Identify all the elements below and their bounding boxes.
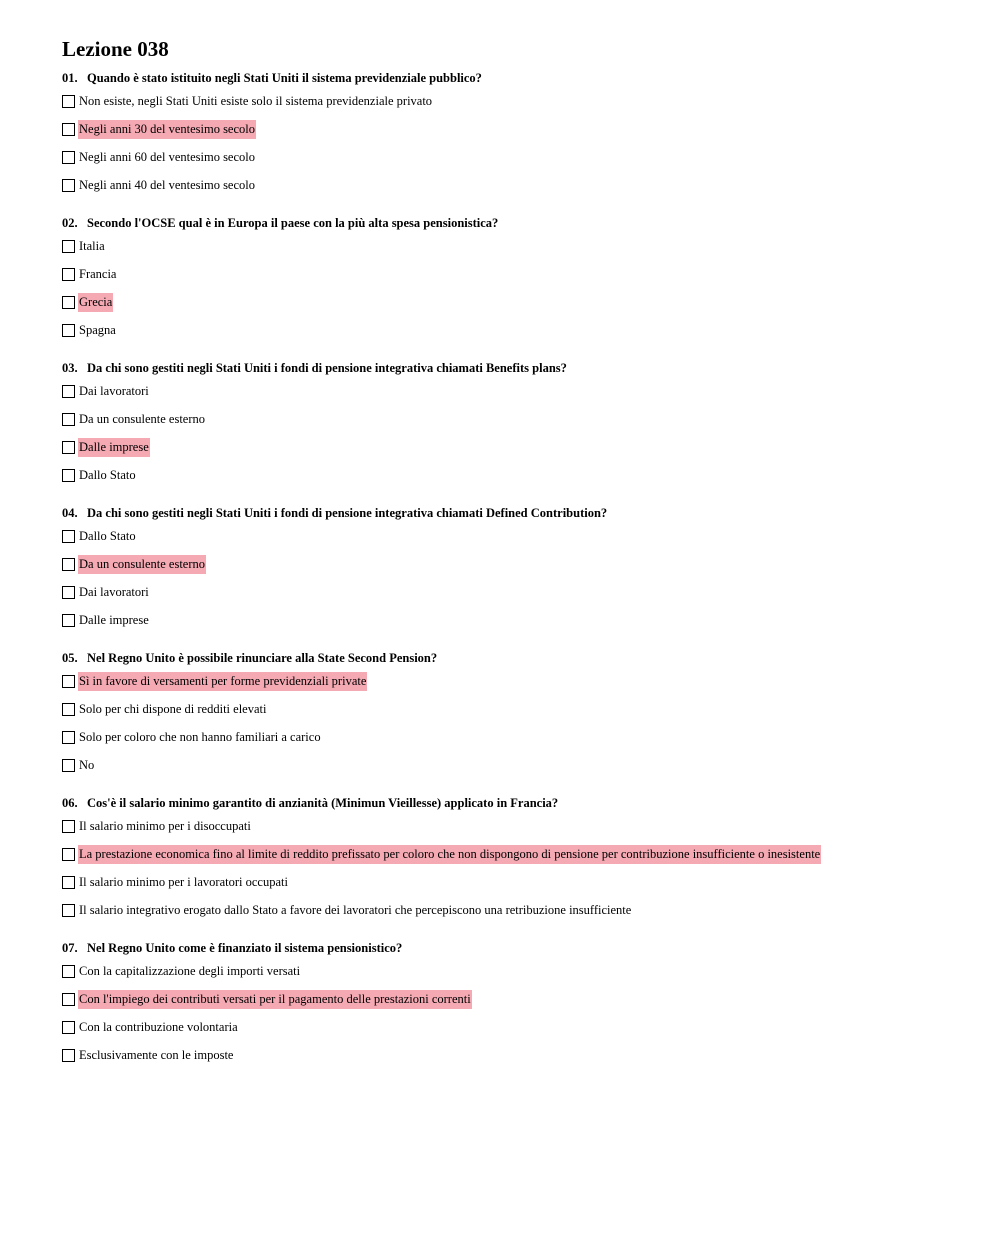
question-text bbox=[62, 650, 962, 666]
question-label: Quando è stato istituito negli Stati Uniti il sistema previdenziale pubblico? bbox=[87, 71, 482, 85]
answer-checkbox[interactable] bbox=[62, 614, 75, 627]
correct-answer-label: La prestazione economica fino al limite di reddito prefissato per coloro che non dispongono di pensione per contribuzione insufficiente o inesistente bbox=[78, 845, 821, 864]
answer-label: Con la capitalizzazione degli importi versati bbox=[79, 964, 301, 978]
answer-label: Francia bbox=[79, 267, 117, 281]
answer-label: Non esiste, negli Stati Uniti esiste solo il sistema previdenziale privato bbox=[79, 94, 433, 108]
question-block bbox=[62, 70, 962, 195]
answer-option[interactable] bbox=[62, 1018, 962, 1037]
answer-option[interactable] bbox=[62, 873, 962, 892]
answer-label: Dai lavoratori bbox=[79, 384, 149, 398]
answer-label: Italia bbox=[79, 239, 105, 253]
question-block bbox=[62, 940, 962, 1065]
answer-checkbox[interactable] bbox=[62, 848, 75, 861]
question-label: Secondo l'OCSE qual è in Europa il paese con la più alta spesa pensionistica? bbox=[87, 216, 499, 230]
answer-checkbox[interactable] bbox=[62, 268, 75, 281]
answer-checkbox[interactable] bbox=[62, 385, 75, 398]
answer-checkbox[interactable] bbox=[62, 759, 75, 772]
answer-option[interactable] bbox=[62, 466, 962, 485]
correct-answer-label: Negli anni 30 del ventesimo secolo bbox=[78, 120, 256, 139]
answer-option[interactable] bbox=[62, 817, 962, 836]
answer-label: Da un consulente esterno bbox=[79, 412, 206, 426]
correct-answer-label: Con l'impiego dei contributi versati per il pagamento delle prestazioni correnti bbox=[78, 990, 472, 1009]
answer-option[interactable] bbox=[62, 527, 962, 546]
answer-label: Con la contribuzione volontaria bbox=[79, 1020, 238, 1034]
answer-checkbox[interactable] bbox=[62, 413, 75, 426]
question-text bbox=[62, 505, 962, 521]
question-text bbox=[62, 70, 962, 86]
answer-option[interactable] bbox=[62, 901, 962, 920]
answer-checkbox[interactable] bbox=[62, 904, 75, 917]
answer-option[interactable] bbox=[62, 293, 962, 312]
answer-checkbox[interactable] bbox=[62, 179, 75, 192]
answer-checkbox[interactable] bbox=[62, 441, 75, 454]
question-block bbox=[62, 795, 962, 920]
answer-checkbox[interactable] bbox=[62, 731, 75, 744]
answer-label: Il salario minimo per i lavoratori occupati bbox=[79, 875, 288, 889]
answer-option[interactable] bbox=[62, 237, 962, 256]
correct-answer-label: Dalle imprese bbox=[78, 438, 150, 457]
answer-option[interactable] bbox=[62, 555, 962, 574]
quiz-page bbox=[62, 36, 962, 1074]
answer-checkbox[interactable] bbox=[62, 1049, 75, 1062]
answer-checkbox[interactable] bbox=[62, 530, 75, 543]
answer-checkbox[interactable] bbox=[62, 993, 75, 1006]
answer-label: Dallo Stato bbox=[79, 529, 136, 543]
answer-label: Solo per coloro che non hanno familiari a carico bbox=[79, 730, 321, 744]
answer-option[interactable] bbox=[62, 1046, 962, 1065]
question-list bbox=[62, 70, 962, 1065]
answer-option[interactable] bbox=[62, 148, 962, 167]
question-text bbox=[62, 360, 962, 376]
answer-label: Negli anni 40 del ventesimo secolo bbox=[79, 178, 256, 192]
answer-checkbox[interactable] bbox=[62, 876, 75, 889]
answer-option[interactable] bbox=[62, 962, 962, 981]
question-number: 07. bbox=[62, 941, 78, 955]
answer-option[interactable] bbox=[62, 92, 962, 111]
answer-checkbox[interactable] bbox=[62, 95, 75, 108]
answer-label: Dalle imprese bbox=[79, 613, 149, 627]
answer-checkbox[interactable] bbox=[62, 558, 75, 571]
question-number: 06. bbox=[62, 796, 78, 810]
answer-label: Dallo Stato bbox=[79, 468, 136, 482]
answer-label: Esclusivamente con le imposte bbox=[79, 1048, 234, 1062]
answer-checkbox[interactable] bbox=[62, 675, 75, 688]
question-label: Nel Regno Unito come è finanziato il sistema pensionistico? bbox=[87, 941, 403, 955]
answer-checkbox[interactable] bbox=[62, 240, 75, 253]
answer-checkbox[interactable] bbox=[62, 324, 75, 337]
answer-label: Dai lavoratori bbox=[79, 585, 149, 599]
answer-option[interactable] bbox=[62, 438, 962, 457]
question-label: Cos'è il salario minimo garantito di anzianità (Minimun Vieillesse) applicato in Francia? bbox=[87, 796, 559, 810]
question-text bbox=[62, 215, 962, 231]
answer-checkbox[interactable] bbox=[62, 151, 75, 164]
answer-label: Spagna bbox=[79, 323, 116, 337]
answer-option[interactable] bbox=[62, 611, 962, 630]
answer-option[interactable] bbox=[62, 410, 962, 429]
answer-checkbox[interactable] bbox=[62, 296, 75, 309]
question-label: Da chi sono gestiti negli Stati Uniti i fondi di pensione integrativa chiamati Benefits plans? bbox=[87, 361, 567, 375]
answer-checkbox[interactable] bbox=[62, 965, 75, 978]
question-block bbox=[62, 215, 962, 340]
answer-option[interactable] bbox=[62, 990, 962, 1009]
question-text bbox=[62, 940, 962, 956]
answer-checkbox[interactable] bbox=[62, 469, 75, 482]
answer-option[interactable] bbox=[62, 756, 962, 775]
correct-answer-label: Grecia bbox=[78, 293, 113, 312]
answer-option[interactable] bbox=[62, 382, 962, 401]
answer-label: Solo per chi dispone di redditi elevati bbox=[79, 702, 267, 716]
correct-answer-label: Da un consulente esterno bbox=[78, 555, 206, 574]
answer-checkbox[interactable] bbox=[62, 123, 75, 136]
answer-checkbox[interactable] bbox=[62, 703, 75, 716]
answer-option[interactable] bbox=[62, 583, 962, 602]
question-number: 02. bbox=[62, 216, 78, 230]
answer-option[interactable] bbox=[62, 700, 962, 719]
question-block bbox=[62, 650, 962, 775]
answer-option[interactable] bbox=[62, 321, 962, 340]
answer-label: No bbox=[79, 758, 95, 772]
answer-option[interactable] bbox=[62, 120, 962, 139]
question-block bbox=[62, 360, 962, 485]
page-title: Lezione 038 bbox=[62, 37, 169, 61]
answer-option[interactable] bbox=[62, 845, 962, 864]
answer-label: Il salario integrativo erogato dallo Stato a favore dei lavoratori che percepiscono una retribuzione insufficiente bbox=[79, 903, 632, 917]
question-number: 04. bbox=[62, 506, 78, 520]
question-label: Nel Regno Unito è possibile rinunciare alla State Second Pension? bbox=[87, 651, 438, 665]
question-number: 05. bbox=[62, 651, 78, 665]
question-number: 01. bbox=[62, 71, 78, 85]
question-number: 03. bbox=[62, 361, 78, 375]
question-label: Da chi sono gestiti negli Stati Uniti i fondi di pensione integrativa chiamati Defined Contribution? bbox=[87, 506, 608, 520]
answer-option[interactable] bbox=[62, 728, 962, 747]
answer-option[interactable] bbox=[62, 265, 962, 284]
answer-checkbox[interactable] bbox=[62, 586, 75, 599]
answer-option[interactable] bbox=[62, 176, 962, 195]
answer-label: Negli anni 60 del ventesimo secolo bbox=[79, 150, 256, 164]
answer-label: Il salario minimo per i disoccupati bbox=[79, 819, 251, 833]
answer-checkbox[interactable] bbox=[62, 1021, 75, 1034]
answer-option[interactable] bbox=[62, 672, 962, 691]
question-block bbox=[62, 505, 962, 630]
question-text bbox=[62, 795, 962, 811]
answer-checkbox[interactable] bbox=[62, 820, 75, 833]
correct-answer-label: Sì in favore di versamenti per forme previdenziali private bbox=[78, 672, 367, 691]
